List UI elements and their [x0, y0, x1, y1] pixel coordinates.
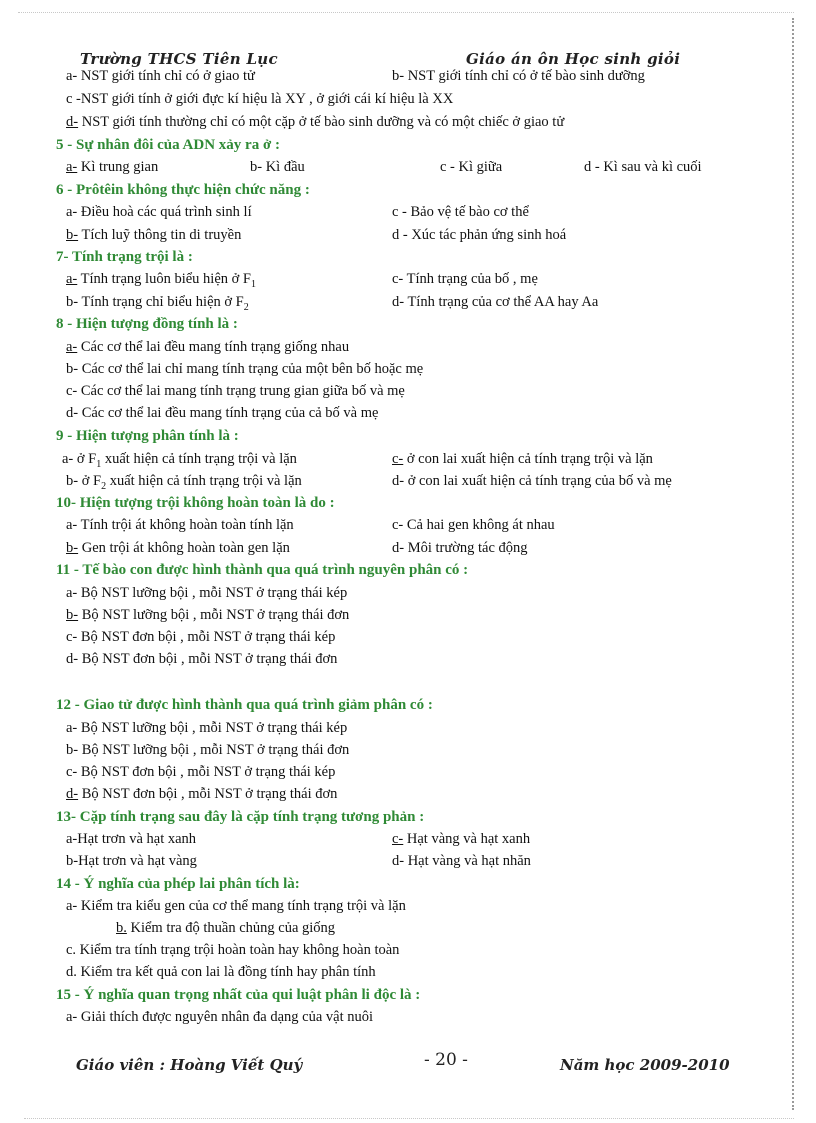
option-text: c- Tính trạng của bố , mẹ: [392, 271, 538, 287]
option-text: c- Bộ NST đơn bội , mỗi NST ở trạng thái kép: [66, 764, 336, 780]
option-text: d- Bộ NST đơn bội , mỗi NST ở trạng thái đơn: [66, 786, 338, 802]
question-title: 7- Tính trạng trội là :: [56, 249, 193, 265]
question-title: 11 - Tế bào con được hình thành qua quá trình nguyên phân có :: [56, 562, 469, 578]
footer-teacher: Giáo viên : Hoàng Viết Quý: [76, 1056, 303, 1074]
option-text: c - Bảo vệ tế bào cơ thể: [392, 204, 529, 220]
option-text: d- Các cơ thể lai đều mang tính trạng của cả bố và mẹ: [66, 405, 379, 421]
option-text: d - Kì sau và kì cuối: [584, 159, 702, 175]
option-text: b- Kì đầu: [250, 159, 305, 175]
option-text: c- Bộ NST đơn bội , mỗi NST ở trạng thái kép: [66, 629, 336, 645]
question-title: 6 - Prôtêin không thực hiện chức năng :: [56, 182, 310, 198]
question-title: 12 - Giao tử được hình thành qua quá trình giảm phân có :: [56, 697, 433, 713]
option-text: d- Tính trạng của cơ thể AA hay Aa: [392, 294, 599, 310]
answer-marker: c-: [392, 831, 404, 847]
question-title: 10- Hiện tượng trội không hoàn toàn là do :: [56, 495, 335, 511]
option-text: a- Tính trạng luôn biểu hiện ở $F_1$: [66, 271, 256, 290]
answer-marker: a-: [66, 339, 78, 355]
option-text: b- Tính trạng chỉ biểu hiện ở $F_2$: [66, 294, 249, 313]
option-text: a- Giải thích được nguyên nhân đa dạng của vật nuôi: [66, 1009, 374, 1025]
option-text: a- Kì trung gian: [66, 159, 159, 175]
question-title: 14 - Ý nghĩa của phép lai phân tích là:: [56, 876, 300, 892]
option-text: b- Các cơ thể lai chỉ mang tính trạng của một bên bố hoặc mẹ: [66, 361, 424, 377]
question-title: 5 - Sự nhân đôi của ADN xảy ra ở :: [56, 137, 281, 153]
answer-marker: c-: [392, 451, 404, 467]
option-text: b- Bộ NST lưỡng bội , mỗi NST ở trạng thái đơn: [66, 607, 350, 623]
question-title: 8 - Hiện tượng đồng tính là :: [56, 316, 238, 332]
option-text: a-Hạt trơn và hạt xanh: [66, 831, 197, 847]
option-text: a- Các cơ thể lai đều mang tính trạng giống nhau: [66, 339, 350, 355]
answer-marker: a-: [66, 271, 78, 287]
option-text: c- Hạt vàng và hạt xanh: [392, 831, 531, 847]
answer-marker: b-: [66, 227, 79, 243]
option-text: d- Môi trường tác động: [392, 540, 528, 556]
answer-marker: b.: [116, 920, 127, 936]
answer-marker: d-: [66, 786, 79, 802]
option-text: d. Kiểm tra kết quả con lai là đồng tính hay phân tính: [66, 964, 376, 980]
answer-marker: b-: [66, 607, 79, 623]
option-text: d- Bộ NST đơn bội , mỗi NST ở trạng thái đơn: [66, 651, 338, 667]
question-title: 9 - Hiện tượng phân tính là :: [56, 428, 239, 444]
option-text: d- ở con lai xuất hiện cả tính trạng của bố và mẹ: [392, 473, 672, 489]
option-text: d - Xúc tác phản ứng sinh hoá: [392, 227, 567, 243]
option-text: a- NST giới tính chỉ có ở giao tử: [66, 68, 255, 84]
option-text: c- Các cơ thể lai mang tính trạng trung gian giữa bố và mẹ: [66, 383, 405, 399]
option-text: c - Kì giữa: [440, 159, 503, 175]
page-border-top: [18, 12, 794, 13]
page-border-right: [792, 18, 794, 1110]
option-text: a- Kiểm tra kiểu gen của cơ thể mang tính trạng trội và lặn: [66, 898, 406, 914]
answer-marker: a-: [66, 159, 78, 175]
option-text: b-Hạt trơn và hạt vàng: [66, 853, 197, 869]
header-title: Giáo án ôn Học sinh giỏi: [466, 50, 681, 68]
page-border-bottom: [24, 1118, 794, 1119]
option-text: c -NST giới tính ở giới đực kí hiệu là XY , ở giới cái kí hiệu là XX: [66, 91, 454, 107]
option-text: a- ở $F_1$ xuất hiện cả tính trạng trội và lặn: [62, 451, 297, 470]
option-text: b- ở $F_2$ xuất hiện cả tính trạng trội và lặn: [66, 473, 302, 492]
answer-marker: d-: [66, 114, 79, 130]
question-title: 13- Cặp tính trạng sau đây là cặp tính trạng tương phản :: [56, 809, 425, 825]
question-title: 15 - Ý nghĩa quan trọng nhất của qui luật phân li độc là :: [56, 987, 421, 1003]
header-school: Trường THCS Tiên Lục: [80, 50, 278, 68]
option-text: b- Bộ NST lưỡng bội , mỗi NST ở trạng thái đơn: [66, 742, 350, 758]
footer-year: Năm học 2009-2010: [560, 1056, 730, 1074]
option-text: b- Tích luỹ thông tin di truyền: [66, 227, 242, 243]
option-text: d- Hạt vàng và hạt nhăn: [392, 853, 531, 869]
option-text: a- Bộ NST lưỡng bội , mỗi NST ở trạng thái kép: [66, 720, 348, 736]
option-text: b. Kiểm tra độ thuần chủng của giống: [116, 920, 336, 936]
option-text: a- Bộ NST lưỡng bội , mỗi NST ở trạng thái kép: [66, 585, 348, 601]
answer-marker: b-: [66, 540, 79, 556]
option-text: c. Kiểm tra tính trạng trội hoàn toàn hay không hoàn toàn: [66, 942, 400, 958]
option-text: a- Tính trội át không hoàn toàn tính lặn: [66, 517, 294, 533]
option-text: c- Cả hai gen không át nhau: [392, 517, 555, 533]
option-text: b- Gen trội át không hoàn toàn gen lặn: [66, 540, 290, 556]
option-text: a- Điều hoà các quá trình sinh lí: [66, 204, 252, 220]
option-text: d- NST giới tính thường chỉ có một cặp ở tế bào sinh dưỡng và có một chiếc ở giao tử: [66, 114, 565, 130]
page-number: - 20 -: [424, 1050, 468, 1070]
option-text: c- ở con lai xuất hiện cả tính trạng trội và lặn: [392, 451, 653, 467]
option-text: b- NST giới tính chỉ có ở tế bào sinh dưỡng: [392, 68, 645, 84]
